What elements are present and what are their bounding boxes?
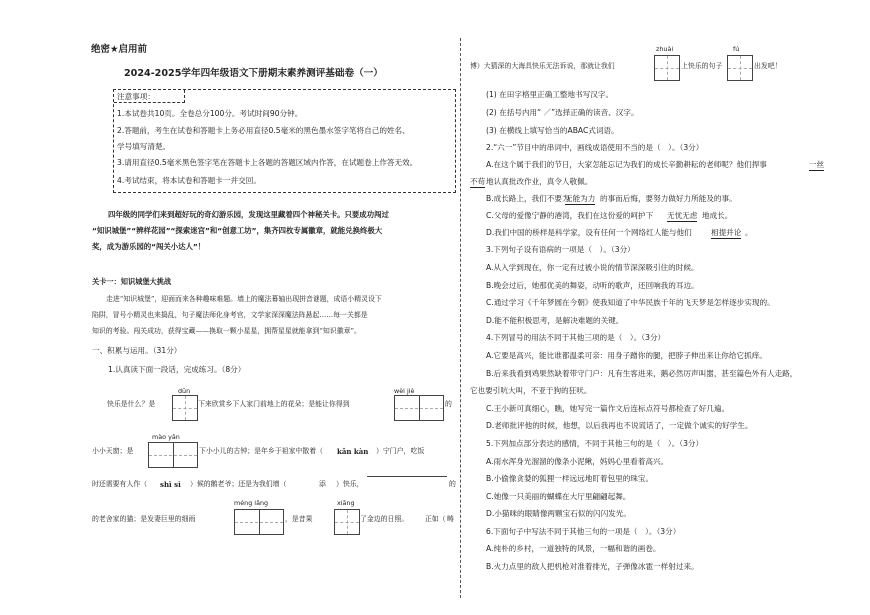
passage-text: ）候的鹅老爷；还是为我们增（ (190, 480, 287, 488)
sub-instruction: (1) 在田字格里正确工整地书写汉字。 (486, 90, 614, 99)
section-heading: 一、积累与运用。（31分） (92, 346, 182, 355)
question-6: 6.下面句子中写法不同于其他三句的一项是（ ）。（3分） (486, 527, 681, 536)
intro-line: 四年级的同学们来到超好玩的奇幻游乐园，发现这里藏着四个神秘关卡。只要成功闯过 (108, 210, 389, 219)
option-text[interactable]: B.火力点里的敌人把机枪对准着排光，子弹像冰雹一样射过来。 (486, 562, 699, 571)
secret-label: 绝密★启用前 (91, 44, 148, 55)
level1-desc: 走进“知识城堡”，迎面而来各种趣味难题。墙上的魔法幕轴出现拼音谜题，成语小精灵设下 (106, 295, 382, 303)
sub-instruction: (3) 在横线上填写恰当的ABAC式词语。 (486, 126, 619, 135)
option-text[interactable]: C.通过学习《千年梦圆在今朝》使我知道了中华民族千年的飞天梦是怎样逐步实现的。 (486, 298, 775, 307)
pinyin-weijie: wèi jiè (394, 387, 415, 395)
passage-text: ，是昔果 (285, 515, 313, 523)
intro-line: 奖，成为游乐园的“闯关小达人”！ (92, 242, 206, 251)
pinyin-zhuai: zhuài (656, 45, 674, 53)
tianzige-box[interactable] (654, 55, 680, 81)
option-text[interactable]: C.她像一只美丽的蝴蝶在大厅里翩翩起舞。 (486, 492, 631, 501)
option-text[interactable]: B.小偷像贪婪的狐狸一样远远地盯着包里的珠宝。 (486, 474, 654, 483)
pinyin-menglang: méng lǎng (234, 499, 269, 507)
pinyin-fu: fú (733, 45, 740, 53)
option-text[interactable]: A.雨水浑身光溜溜的像条小泥鳅，妈妈心里看着高兴。 (486, 457, 669, 466)
level1-desc: 知识的考验。闯关成功，获得宝藏——换取一颗小星星，拥帮星星就能拿到“知识徽章”。 (92, 327, 361, 335)
option-text: 地成长。 (702, 211, 733, 220)
passage-text: 出发吧！ (754, 62, 782, 70)
notice-item: 3.请用直径0.5毫米黑色签字笔在答题卡上各题的答题区域内作答，在试题卷上作答无效。 (117, 158, 418, 167)
passage-text: 的 (449, 480, 456, 488)
passage-text: 了金边的日照。 (360, 515, 409, 523)
pinyin-xiang: xiāng (337, 499, 355, 507)
notice-item: 学号填写清楚。 (117, 142, 171, 151)
notice-item: 1.本试卷共10页。全卷总分100分。考试时间90分钟。 (117, 109, 303, 118)
option-text: 的事而后悔，要努力做好力所能及的事。 (600, 194, 737, 203)
pinyin-choice[interactable]: kǎn kàn (337, 447, 369, 456)
option-text: 它也要引吭大叫，不亚于狗的狂吠。 (470, 386, 592, 395)
option-text[interactable]: A.在这个属于我们的节日，大家怎能忘记为我们的成长辛勤耕耘的老师呢？他们捍事 (486, 160, 767, 169)
passage-text: 正如（ (425, 515, 446, 523)
passage-text: ）宁门户，吃饭 (376, 447, 425, 455)
level1-desc: 陷阱，冒号小精灵也来捣乱，句子魔法师化身考官，文学家深深魔法阵悬起……每一关都是 (92, 311, 368, 319)
passage-text: 下来欣赏乡下人家门前地上的花朵；是能让你得到 (198, 400, 350, 408)
tianzige-box[interactable] (148, 442, 198, 468)
option-text[interactable]: A.从入学到现在，你一定有过被小说的情节深深吸引住的时候。 (486, 263, 699, 272)
notice-item: 4.考试结束，将本试卷和答题卡一并交回。 (117, 176, 261, 185)
option-text[interactable]: D.能不能积极思考，是解决难题的关键。 (486, 316, 624, 325)
option-text: 地认真批改作业，真令人敬佩。 (486, 177, 593, 186)
underlined-idiom: 无能为力 (565, 194, 596, 203)
underlined-idiom: 相提并论 (711, 228, 742, 237)
option-text[interactable]: B.成长路上，我们不要为 (486, 194, 570, 203)
option-text[interactable]: D.老师批评他的时候，他想，以后我再也不说谎话了，一定做个诚实的好学生。 (486, 421, 753, 430)
underlined-idiom: 无忧无虑 (667, 211, 698, 220)
passage-text: 时还需要有人作（ (92, 480, 148, 488)
question-1: 1.认真读下面一段话，完成练习。（8分） (108, 365, 246, 374)
option-text[interactable]: B.后来我看到鸡果然缺着带守门户：凡有生客进来，鹅必然厉声叫嚣，甚至篇色外有人走路， (486, 369, 798, 378)
blank-line[interactable] (367, 476, 447, 477)
underlined-idiom: 不苟 (470, 177, 486, 186)
tianzige-box[interactable] (234, 509, 284, 535)
passage-text: 博）大猜深的大海具快乐无法诉说，那就让我们 (470, 62, 615, 70)
intro-line: “知识城堡”“辨样花园”“探索迷宫”和“创意工坊”，集齐四枚专属徽章，就能兑换终极大 (92, 226, 383, 235)
level1-title: 关卡一：知识城堡大挑战 (92, 277, 172, 286)
option-text[interactable]: B.晚会过后，她那优美的舞姿，动听的歌声，还回响我的耳边。 (486, 281, 699, 290)
option-text: 。 (745, 228, 753, 237)
passage-text: 畴 (447, 515, 454, 523)
question-3: 3.下列句子设有语病的一项是（ ）。（3分） (486, 245, 635, 254)
pinyin-dun: dūn (178, 387, 191, 395)
tianzige-box[interactable] (172, 395, 198, 421)
passage-text: 添 (319, 480, 326, 488)
notice-item: 2.答题前，考生在试卷和答题卡上务必用直径0.5毫米的黑色墨水签字笔将自己的姓名、 (117, 126, 410, 135)
option-text[interactable]: D.小猫咪的眼睛像两颗宝石似的闪闪发光。 (486, 509, 631, 518)
option-text[interactable]: D.我们中国的桥样是科学家，设有任何一个网络红人能与他们 (486, 228, 692, 237)
passage-text: 上快乐的句子 (681, 62, 723, 70)
question-5: 5.下列加点部分表达的感情，不同于其他三句的是（ ）。（3分） (486, 439, 704, 448)
column-divider (460, 38, 461, 598)
exam-title: 2024-2025学年四年级语文下册期末素养测评基础卷（一） (124, 68, 383, 79)
underlined-idiom: 一丝 (809, 160, 825, 169)
passage-text: 的老舍家的猫；是发妻巨里的细雨 (92, 515, 196, 523)
tianzige-box[interactable] (394, 395, 444, 421)
question-4: 4.下列冒号的用法不同于其他三项的是（ ）。（3分） (486, 333, 666, 342)
passage-text: 快乐是什么？是 (107, 400, 156, 408)
tianzige-box[interactable] (727, 55, 753, 81)
pinyin-choice[interactable]: shì sì (160, 480, 181, 489)
option-text[interactable]: A.它要是高兴，能比谁都温柔可亲：用身子蹭你的腿，把脖子伸出来让你给它抓痒。 (486, 351, 767, 360)
option-text[interactable]: A.纯朴的乡村，一道独特的风景，一幅和谐的画卷。 (486, 544, 661, 553)
passage-text: 小小天窗；是 (92, 447, 134, 455)
passage-text: ）快乐， (336, 480, 364, 488)
option-text[interactable]: C.父母的爱像宁静的港湾，我们在这份爱的呵护下 (486, 211, 654, 220)
tianzige-box[interactable] (334, 509, 360, 535)
pinyin-maoyan: mào yān (152, 433, 180, 441)
passage-text: 下小小儿的古钟；是年乡于祖家中散着（ (199, 447, 324, 455)
question-2: 2.“六一”节目中的串词中，画线成语使用不当的是（ ）。（3分） (486, 143, 704, 152)
passage-text: 的 (445, 400, 452, 408)
option-text[interactable]: C.王小新可真细心，瞧，她写完一篇作文后连标点符号都检查了好几遍。 (486, 404, 730, 413)
sub-instruction: (2) 在括号内用“ ／”选择正确的读音、汉字。 (486, 108, 639, 117)
notice-title: 注意事项： (117, 92, 155, 101)
